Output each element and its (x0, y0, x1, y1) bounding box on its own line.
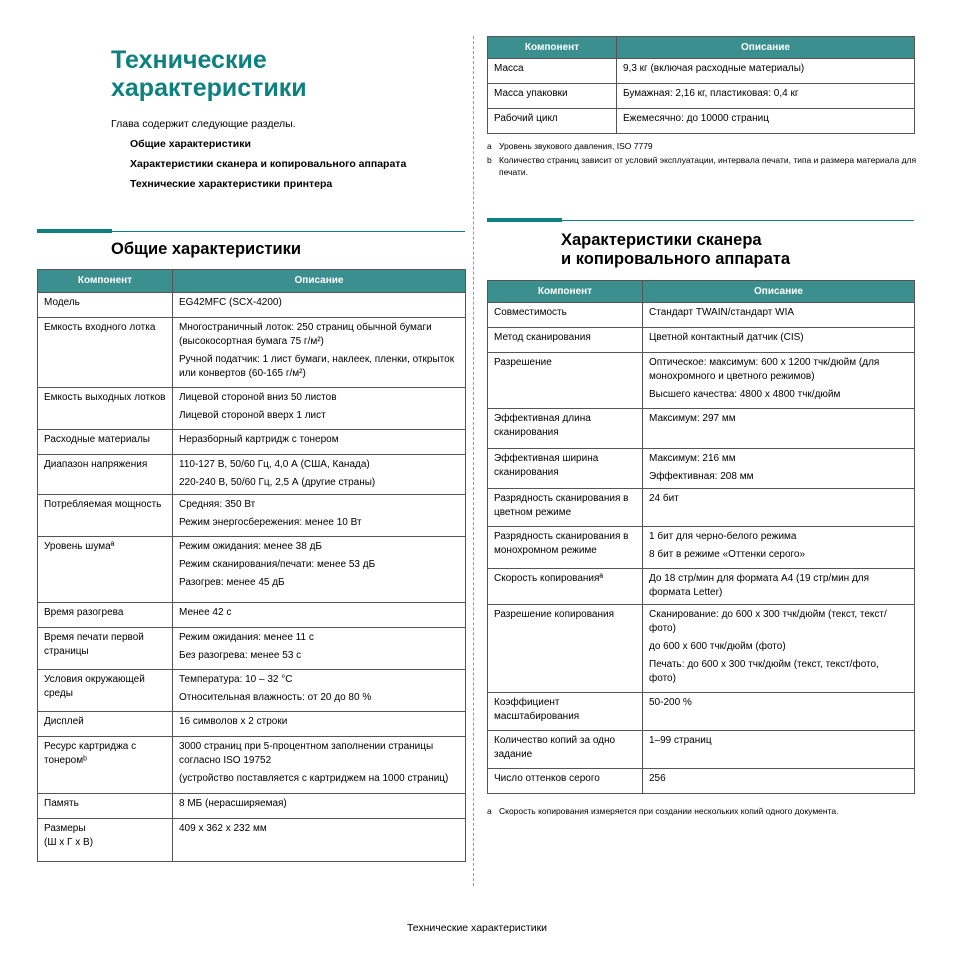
row-label: Время печати первой страницы (38, 628, 173, 670)
table-row (38, 603, 466, 628)
table-row (488, 409, 915, 449)
row-description (173, 537, 466, 603)
row-label: Эффективная ширина сканирования (488, 449, 643, 489)
table-row (488, 569, 915, 605)
row-label: Потребляемая мощность (38, 495, 173, 537)
table-row (38, 537, 466, 603)
description-line: 110-127 В, 50/60 Гц, 4,0 А (США, Канада) (179, 459, 370, 470)
description-line: Режим ожидания: менее 38 дБ (179, 541, 322, 552)
section-rule (562, 220, 914, 221)
table-row (488, 527, 915, 569)
row-label: Модель (38, 293, 173, 318)
row-label: Масса упаковки (488, 84, 617, 109)
intro-text: Глава содержит следующие разделы. (111, 118, 296, 130)
general-specs-table-continued (487, 36, 915, 134)
row-label: Ресурс картриджа с тонеромᵇ (38, 737, 173, 794)
heading-line: и копировального аппарата (561, 250, 791, 268)
description-line: Режим ожидания: менее 11 с (179, 632, 314, 643)
table-row (488, 59, 915, 84)
table-row (38, 495, 466, 537)
row-label: Коэффициент масштабирования (488, 693, 643, 731)
description-line: Неразборный картридж с тонером (179, 434, 339, 445)
table-row (38, 670, 466, 712)
description-line: до 600 x 600 тчк/дюйм (фото) (649, 641, 786, 652)
table-row (488, 84, 915, 109)
table-row (488, 449, 915, 489)
description-line: Менее 42 с (179, 607, 232, 618)
description-line: Лицевой стороной вниз 50 листов (179, 392, 337, 403)
description-line: Печать: до 600 x 300 тчк/дюйм (текст, текст/фото, фото) (649, 659, 879, 684)
row-label: Емкость выходных лотков (38, 388, 173, 430)
row-description (617, 109, 915, 134)
table-row (38, 794, 466, 819)
description-line: EG42MFC (SCX-4200) (179, 297, 282, 308)
column-header-description: Описание (617, 37, 915, 59)
column-divider (473, 36, 474, 886)
section-heading-general: Общие характеристики (111, 240, 301, 258)
column-header-component: Компонент (38, 270, 173, 293)
footnote-text: Скорость копирования измеряется при создании нескольких копий одного документа. (499, 806, 839, 816)
footnote-text: Количество страниц зависит от условий эксплуатации, интервала печати, типа и размера материала для печати. (499, 155, 917, 177)
row-label: Уровень шумаª (38, 537, 173, 603)
row-description (643, 409, 915, 449)
row-description (173, 737, 466, 794)
table-row (488, 769, 915, 794)
description-line: 9,3 кг (включая расходные материалы) (623, 63, 805, 74)
description-line: Ежемесячно: до 10000 страниц (623, 113, 769, 124)
row-label: Емкость входного лотка (38, 318, 173, 388)
row-label: Расходные материалы (38, 430, 173, 455)
general-specs-table (37, 269, 466, 862)
row-description (173, 603, 466, 628)
table-row (488, 605, 915, 693)
description-line: Максимум: 297 мм (649, 413, 736, 424)
description-line: Максимум: 216 мм (649, 453, 736, 464)
description-line: Оптическое: максимум: 600 x 1200 тчк/дюйм (для монохромного и цветного режимов) (649, 357, 880, 382)
row-description (173, 794, 466, 819)
page-title: Технические характеристики (111, 46, 307, 102)
row-label: Условия окружающей среды (38, 670, 173, 712)
table-row (38, 628, 466, 670)
section-rule-accent (37, 229, 112, 233)
table-row (488, 109, 915, 134)
toc-link-printer[interactable]: Технические характеристики принтера (130, 178, 333, 190)
table-row (488, 353, 915, 409)
column-header-component: Компонент (488, 281, 643, 303)
table-row (38, 819, 466, 862)
row-description (173, 628, 466, 670)
page-footer: Технические характеристики (406, 922, 548, 934)
row-description (643, 769, 915, 794)
table-row (488, 731, 915, 769)
row-label: Совместимость (488, 303, 643, 328)
description-line: Средняя: 350 Вт (179, 499, 256, 510)
description-line: 3000 страниц при 5-процентном заполнении страницы согласно ISO 19752 (179, 741, 434, 766)
description-line: 256 (649, 773, 666, 784)
row-label: Скорость копированияª (488, 569, 643, 605)
row-description (643, 605, 915, 693)
description-line: Режим энергосбережения: менее 10 Вт (179, 517, 362, 528)
row-description (173, 712, 466, 737)
description-line: Разогрев: менее 45 дБ (179, 577, 285, 588)
description-line: 1 бит для черно-белого режима (649, 531, 797, 542)
row-description (173, 388, 466, 430)
footnotes-general (487, 140, 917, 178)
row-label: Память (38, 794, 173, 819)
row-description (643, 489, 915, 527)
row-label: Рабочий цикл (488, 109, 617, 134)
heading-line: Характеристики сканера (561, 231, 762, 249)
row-label: Разрешение копирования (488, 605, 643, 693)
footnote-text: Уровень звукового давления, ISO 7779 (499, 141, 653, 151)
column-header-description: Описание (643, 281, 915, 303)
row-description (643, 693, 915, 731)
row-label: Разрешение (488, 353, 643, 409)
table-row (488, 489, 915, 527)
row-description (617, 59, 915, 84)
row-description (173, 293, 466, 318)
description-line: Температура: 10 – 32 °C (179, 674, 293, 685)
row-description (173, 318, 466, 388)
table-row (38, 737, 466, 794)
row-label: Число оттенков серого (488, 769, 643, 794)
description-line: Цветной контактный датчик (CIS) (649, 332, 804, 343)
row-description (643, 303, 915, 328)
section-rule (112, 231, 465, 232)
description-line: 24 бит (649, 493, 679, 504)
row-description (173, 670, 466, 712)
row-label: Размеры (Ш x Г x В) (38, 819, 173, 862)
description-line: Режим сканирования/печати: менее 53 дБ (179, 559, 376, 570)
row-description (173, 455, 466, 495)
description-line: 16 символов x 2 строки (179, 716, 288, 727)
description-line: 50-200 % (649, 697, 692, 708)
row-label: Диапазон напряжения (38, 455, 173, 495)
table-row (488, 328, 915, 353)
row-description (617, 84, 915, 109)
row-description (173, 430, 466, 455)
row-description (643, 353, 915, 409)
column-header-component: Компонент (488, 37, 617, 59)
description-line: Стандарт TWAIN/стандарт WIA (649, 307, 795, 318)
table-row (488, 693, 915, 731)
description-line: Многостраничный лоток: 250 страниц обычной бумаги (высокосортная бумага 75 г/м²) (179, 322, 432, 347)
section-rule-accent (487, 218, 562, 222)
description-line: 8 бит в режиме «Оттенки серого» (649, 549, 806, 560)
table-row (38, 293, 466, 318)
table-row (38, 430, 466, 455)
description-line: 1–99 страниц (649, 735, 712, 746)
footnote-mark: a (487, 141, 492, 151)
description-line: До 18 стр/мин для формата А4 (19 стр/мин для формата Letter) (649, 573, 870, 598)
row-description (643, 328, 915, 353)
description-line: Сканирование: до 600 x 300 тчк/дюйм (текст, текст/фото) (649, 609, 887, 634)
row-description (173, 495, 466, 537)
row-description (643, 731, 915, 769)
row-label: Масса (488, 59, 617, 84)
description-line: 409 x 362 x 232 мм (179, 823, 267, 834)
description-line: Относительная влажность: от 20 до 80 % (179, 692, 372, 703)
row-label: Разрядность сканирования в монохромном режиме (488, 527, 643, 569)
description-line: Эффективная: 208 мм (649, 471, 754, 482)
description-line: Бумажная: 2,16 кг, пластиковая: 0,4 кг (623, 88, 799, 99)
row-label: Разрядность сканирования в цветном режиме (488, 489, 643, 527)
section-heading-scanner (561, 231, 790, 269)
row-description (643, 569, 915, 605)
description-line: 220-240 В, 50/60 Гц, 2,5 А (другие страны) (179, 477, 376, 488)
description-line: Ручной податчик: 1 лист бумаги, наклеек, пленки, открыток или конвертов (60-165 г/м²) (179, 354, 455, 379)
row-description (643, 449, 915, 489)
description-line: Без разогрева: менее 53 с (179, 650, 302, 661)
row-label: Дисплей (38, 712, 173, 737)
scanner-specs-table (487, 280, 915, 794)
description-line: Лицевой стороной вверх 1 лист (179, 410, 326, 421)
row-description (173, 819, 466, 862)
table-row (38, 318, 466, 388)
table-row (38, 712, 466, 737)
footnote-mark: a (487, 806, 492, 816)
toc-link-scanner[interactable]: Характеристики сканера и копировального аппарата (130, 158, 407, 170)
row-label: Эффективная длина сканирования (488, 409, 643, 449)
description-line: Высшего качества: 4800 x 4800 тчк/дюйм (649, 389, 841, 400)
row-description (643, 527, 915, 569)
footnote-scanner (487, 805, 917, 817)
toc-link-general[interactable]: Общие характеристики (130, 138, 251, 150)
row-label: Время разогрева (38, 603, 173, 628)
description-line: (устройство поставляется с картриджем на 1000 страниц) (179, 773, 449, 784)
table-row (488, 303, 915, 328)
row-label: Метод сканирования (488, 328, 643, 353)
footnote-mark: b (487, 155, 492, 165)
table-row (38, 388, 466, 430)
description-line: 8 МБ (нерасширяемая) (179, 798, 287, 809)
column-header-description: Описание (173, 270, 466, 293)
table-row (38, 455, 466, 495)
row-label: Количество копий за одно задание (488, 731, 643, 769)
